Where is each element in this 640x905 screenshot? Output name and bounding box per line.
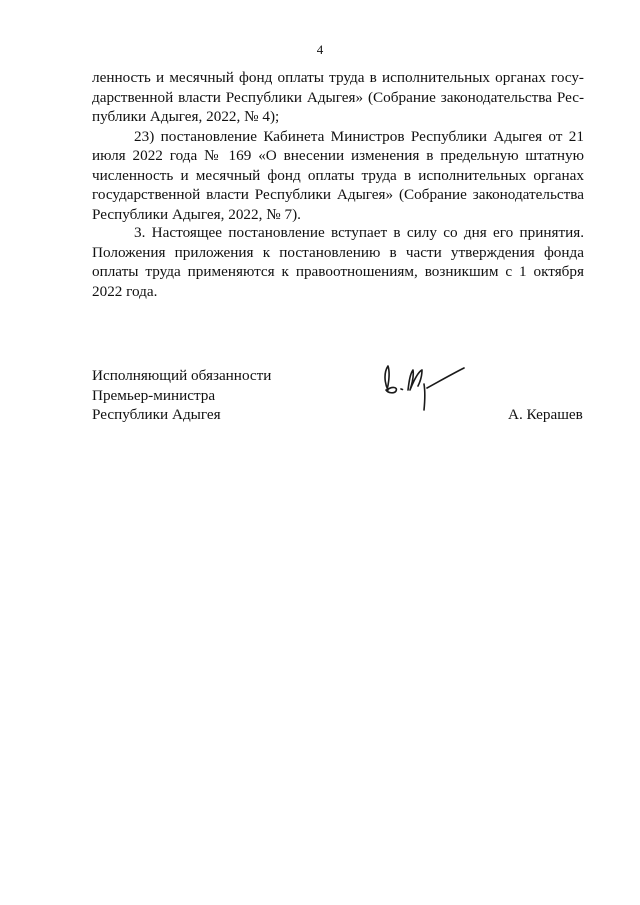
signer-position: [92, 366, 271, 425]
text-line: 2022 года.: [92, 282, 158, 300]
signer-position-line: Республики Адыгея: [92, 406, 221, 423]
text-line: ленность и месячный фонд оплаты труда в исполнительных органах госу-: [92, 69, 584, 86]
signer-position-line: Премьер-министра: [92, 386, 216, 404]
text-line: дарственной власти Республики Адыгея» (Собрание законодательства Рес-: [92, 88, 584, 106]
text-line: публики Адыгея, 2022, № 4);: [92, 108, 280, 125]
text-line: Положения приложения к постановлению в части утверждения фонда: [92, 243, 584, 261]
text-line: июля 2022 года № 169 «О внесении изменения в предельную штатную: [92, 147, 584, 164]
paragraph-3: 3. Настоящее постановление вступает в силу со дня его принятия.: [134, 224, 584, 241]
handwritten-signature: [372, 360, 468, 416]
signer-position-line: Исполняющий обязанности: [92, 367, 272, 384]
text-line: численность и месячный фонд оплаты труда в исполнительных органах: [92, 166, 584, 184]
body-text-block-2: [92, 223, 584, 301]
text-line: оплаты труда применяются к правоотношениям, возникшим с 1 октября: [92, 263, 584, 280]
list-item-23: 23) постановление Кабинета Министров Республики Адыгея от 21: [134, 127, 584, 145]
body-text-block-1: [92, 68, 584, 224]
text-line: государственной власти Республики Адыгея» (Собрание законодательства: [92, 186, 584, 203]
page-number: 4: [316, 42, 324, 57]
signer-name: А. Керашев: [508, 406, 583, 423]
text-line: Республики Адыгея, 2022, № 7).: [92, 205, 301, 223]
